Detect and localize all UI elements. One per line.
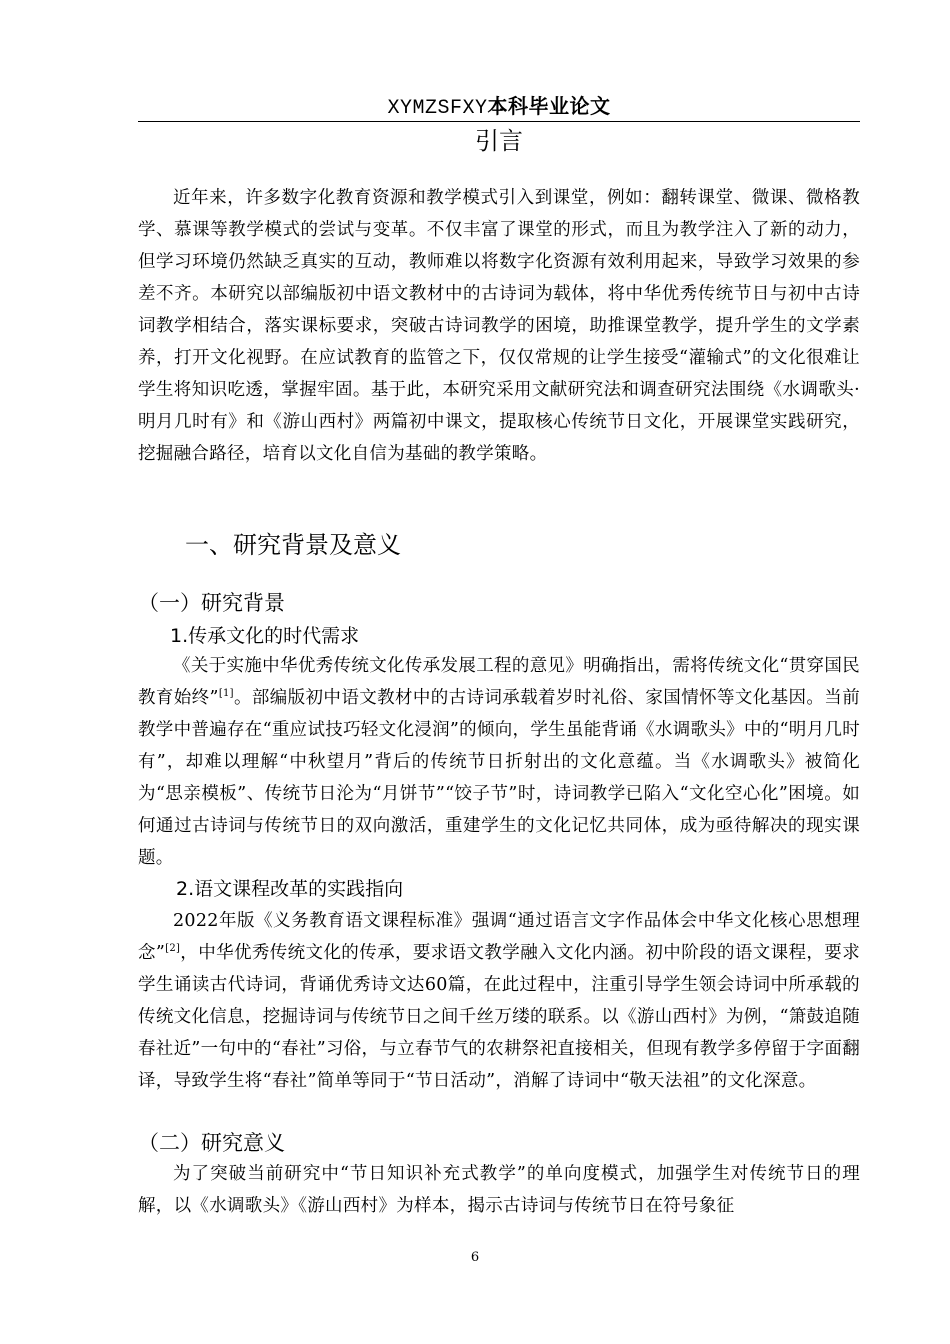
paragraph-curriculum-reform-part1: 2022年版《义务教育语文课程标准》强调“通过语言文字作品体会中华文化核心思想理念” [138,911,860,963]
header-code: XYMZSFXY [387,97,488,120]
page-number: 6 [470,1250,480,1265]
citation-ref-1: [1] [218,688,234,700]
header-rule [138,121,860,122]
paragraph-curriculum-reform [138,905,860,1097]
subsection-title-background: （一）研究背景 [138,591,285,615]
paragraph-significance: 为了突破当前研究中“节日知识补充式教学”的单向度模式，加强学生对传统节日的理解，以《水调歌头》《游山西村》为样本，揭示古诗词与传统节日在符号象征 [138,1164,860,1216]
paragraph-curriculum-reform-part2: ，中华优秀传统文化的传承，要求语文教学融入文化内涵。初中阶段的语文课程，要求学生诵读古代诗词，背诵优秀诗文达60篇，在此过程中，注重引导学生领会诗词中所承载的传统文化信息，挖掘诗词与传统节日之间千丝万缕的联系。以《游山西村》为例，“箫鼓追随春社近”一句中的“春社”习俗，与立春节气的农耕祭祀直接相关，但现有教学多停留于字面翻译，导致学生将“春社”简单等同于“节日活动”，消解了诗词中“敬天法祖”的文化深意。 [138,943,860,1091]
section-title: 一、研究背景及意义 [185,531,401,559]
paragraph-cultural-demand-part2: 。部编版初中语文教材中的古诗词承载着岁时礼俗、家国情怀等文化基因。当前教学中普遍存在“重应试技巧轻文化浸润”的倾向，学生虽能背诵《水调歌头》中的“明月几时有”，却难以理解“中秋望月”背后的传统节日折射出的文化意蕴。当《水调歌头》被简化为“思亲模板”、传统节日沦为“月饼节”“饺子节”时，诗词教学已陷入“文化空心化”困境。如何通过古诗词与传统节日的双向激活，重建学生的文化记忆共同体，成为亟待解决的现实课题。 [138,688,861,868]
item-title-curriculum-reform: 2.语文课程改革的实践指向 [176,878,404,900]
intro-paragraph: 近年来，许多数字化教育资源和教学模式引入到课堂，例如：翻转课堂、微课、微格教学、慕课等教学模式的尝试与变革。不仅丰富了课堂的形式，而且为教学注入了新的动力，但学习环境仍然缺乏真实的互动，教师难以将数字化资源有效利用起来，导致学习效果的参差不齐。本研究以部编版初中语文教材中的古诗词为载体，将中华优秀传统节日与初中古诗词教学相结合，落实课标要求，突破古诗词教学的困境，助推课堂教学，提升学生的文学素养，打开文化视野。在应试教育的监管之下，仅仅常规的让学生接受“灌输式”的文化很难让学生将知识吃透，掌握牢固。基于此，本研究采用文献研究法和调查研究法围绕《水调歌头·明月几时有》和《游山西村》两篇初中课文，提取核心传统节日文化，开展课堂实践研究，挖掘融合路径，培育以文化自信为基础的教学策略。 [138,188,860,464]
header-label: 本科毕业论文 [487,94,611,118]
intro-title: 引言 [475,127,523,155]
running-header [138,92,860,120]
citation-ref-2: [2] [165,943,181,955]
paragraph-cultural-demand [138,650,860,874]
item-title-cultural-demand: 1.传承文化的时代需求 [170,625,360,647]
subsection-title-significance: （二）研究意义 [138,1131,285,1155]
paragraph-cultural-demand-part1: 《关于实施中华优秀传统文化传承发展工程的意见》明确指出，需将传统文化“贯穿国民教育始终” [138,656,860,708]
